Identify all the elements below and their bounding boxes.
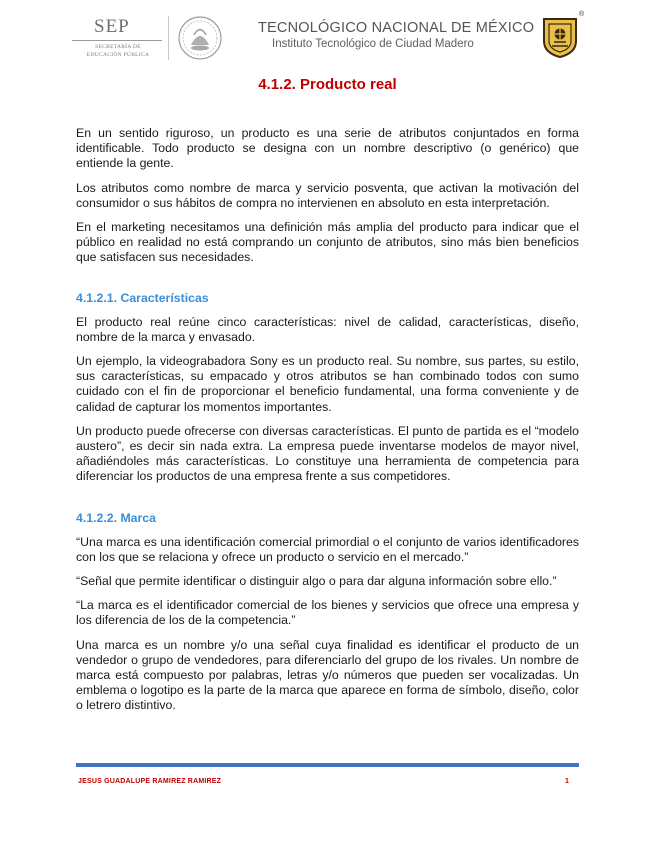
section-paragraph: Un producto puede ofrecerse con diversas características. El punto de partida es el “modelo austero”, es decir sin nada extra. La empresa puede inventarse modelos de mayor nivel, añadiéndoles más características. Lo constituye una herramienta de competencia para diferenciar los productos de una empresa frente a sus competidores. [76,423,579,484]
section-paragraph: “Señal que permite identificar o distinguir algo o para dar alguna información sobre ello.” [76,574,557,589]
sep-logo-text: SEP [94,16,130,37]
section-paragraph: “Una marca es una identificación comercial primordial o el conjunto de varios identificadores con los que se relaciona y ofrece un producto o servicio en el mercado.” [76,534,579,564]
sep-subtitle-line2: EDUCACIÓN PÚBLICA [86,52,150,58]
campus-name: Instituto Tecnológico de Ciudad Madero [272,38,474,50]
footer-author: JESUS GUADALUPE RAMIREZ RAMIREZ [78,778,222,785]
national-seal-icon [176,15,224,61]
page-title: 4.1.2. Producto real [258,76,397,93]
header-divider [168,16,169,60]
footer-rule [76,763,579,767]
section-paragraph: Una marca es un nombre y/o una señal cuya finalidad es identificar el producto de un vendedor o grupo de vendedores, para diferenciarlo del grupo de los rivales. Un nombre de marca está compuesto por palabras, letras y/o números que pueden ser vocalizadas. Un emblema o logotipo es la parte de la marca que aparece en forma de símbolo, diseño, color o letrero distintivo. [76,637,579,713]
section-paragraph: El producto real reúne cinco características: nivel de calidad, características, diseño, nombre de la marca y envasado. [76,314,579,344]
sep-subtitle-line1: SECRETARÍA DE [95,44,141,50]
page-number: 1 [565,778,569,785]
registered-mark: ® [579,11,585,18]
intro-paragraph: En el marketing necesitamos una definición más amplia del producto para indicar que el público en realidad no está comprando un conjunto de atributos, sino más bien beneficios que satisfacen sus necesidades. [76,220,579,265]
institution-name: TECNOLÓGICO NACIONAL DE MÉXICO [258,20,535,36]
intro-paragraph: Los atributos como nombre de marca y servicio posventa, que activan la motivación del consumidor o sus hábitos de compra no intervienen en absoluto en esta interpretación. [76,180,579,210]
section-heading-marca: 4.1.2.2. Marca [76,510,156,525]
section-paragraph: “La marca es el identificador comercial de los bienes y servicios que ofrece una empresa y los diferencia de los de la competencia.” [76,598,579,628]
sep-logo-rule [72,40,162,41]
intro-paragraph: En un sentido riguroso, un producto es una serie de atributos conjuntados en forma identificable. Todo producto se designa con un nombre descriptivo (o genérico) que entiende la gente. [76,126,579,171]
section-paragraph: Un ejemplo, la videograbadora Sony es un producto real. Su nombre, sus partes, su estilo, sus características, su empacado y otros atributos se han combinado todos con sumo cuidado con el fin de proporcionar el beneficio fundamental, una forma conveniente y de calidad de capturar los momentos importantes. [76,354,579,414]
section-heading-caracteristicas: 4.1.2.1. Características [76,290,209,305]
sep-logo [72,16,162,62]
document-body [76,126,579,723]
page-header [0,0,655,70]
institute-shield-icon [538,15,582,59]
